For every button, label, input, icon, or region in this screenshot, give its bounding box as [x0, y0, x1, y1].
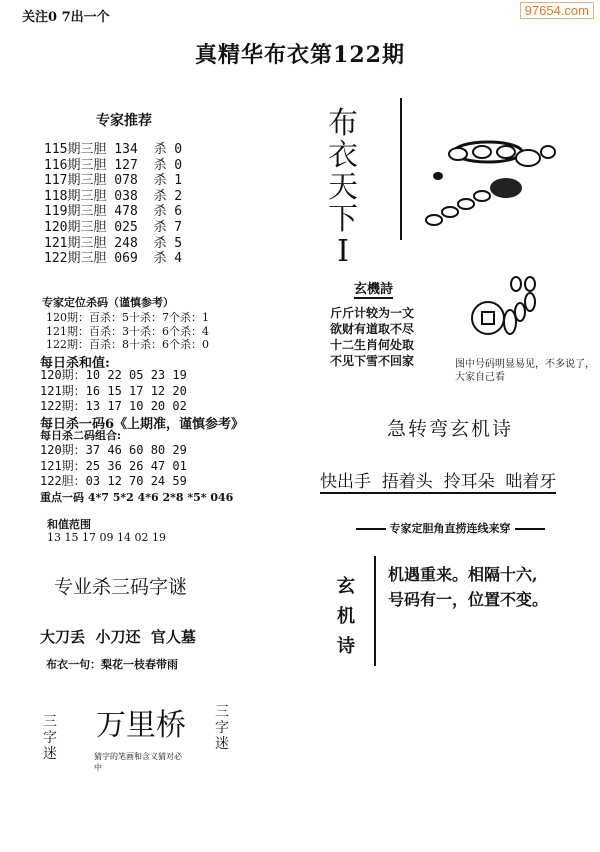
divider-banner [300, 520, 600, 536]
expert-row: 115期三胆 134 杀 0 [44, 142, 183, 157]
riddle-side-right: 三字迷 [215, 704, 229, 752]
poem-line: 斤斤计较为一文 [330, 306, 415, 320]
poem-lines [330, 305, 450, 369]
daily-sum-row: 120期：10 22 05 23 19 [40, 368, 187, 382]
riddle-center-note: 猜字的笔画和含义猜对必中 [94, 752, 182, 772]
vertical-divider [400, 98, 402, 240]
poem-line: 十二生肖何处取 [330, 338, 415, 352]
poem-line: 不见下雪不回家 [330, 354, 415, 368]
daily-sum-heading: 每日杀和值: [40, 356, 110, 371]
riddle-side-left: 三字迷 [43, 714, 57, 762]
positional-heading: 专家定位杀码（谨慎参考） [42, 296, 174, 309]
daily-two-list [40, 443, 187, 490]
xuan-line1: 机遇重来。相隔十六, [388, 565, 538, 584]
image-note: 图中号码明显易见，不多说了，大家自己看 [455, 359, 595, 383]
page-title: 真精华布衣第122期 [195, 42, 405, 68]
daily-two-row: 120期：37 46 60 80 29 [40, 443, 187, 457]
turn-poem-heading: 急转弯玄机诗 [386, 418, 513, 440]
xuan-char: 机 [337, 606, 355, 627]
poem-box [330, 278, 450, 369]
expert-heading: 专家推荐 [96, 113, 152, 129]
xuan-char: 玄 [337, 576, 355, 597]
poem-line: 欲财有道取不尽 [330, 322, 415, 336]
positional-row: 120期：百杀：5十杀：7个杀：1 [46, 311, 209, 324]
divider-dash-right [515, 528, 545, 530]
expert-list [44, 142, 182, 267]
right-vertical-title [327, 108, 359, 268]
vertical-title-char: 下 [328, 202, 358, 237]
hand-line: 快出手 捂着头 拎耳朵 咄着牙 [320, 467, 556, 494]
daily-one-heading: 每日杀一码6《上期准，谨慎参考》 [40, 417, 245, 432]
daily-sum-row: 122期：13 17 10 20 02 [40, 399, 187, 413]
daily-sum-row: 121期：16 15 17 12 20 [40, 383, 187, 398]
daily-two-row: 122胆：03 12 70 24 59 [40, 474, 187, 488]
expert-row: 120期三胆 025 杀 7 [44, 219, 183, 235]
beads-illustration [408, 126, 578, 236]
xuan-char: 诗 [337, 636, 355, 657]
poem-title: 玄機詩 [354, 278, 393, 299]
positional-row: 121期：百杀：3十杀：6个杀：4 [46, 324, 209, 338]
daily-two-row: 121期：25 36 26 47 01 [40, 458, 187, 473]
riddle-heading: 专业杀三码字谜 [54, 576, 188, 598]
sum-range-label: 和值范围 [47, 517, 91, 531]
vertical-title-char: 布 [328, 106, 358, 141]
expert-row: 122期三胆 069 杀 4 [44, 251, 183, 267]
riddle-line2: 布衣一句：梨花一枝春带雨 [46, 658, 178, 671]
riddle-center-big: 万里桥 [96, 708, 186, 743]
coin-illustration [462, 272, 542, 352]
key-code: 重点一码 4*7 5*2 4*6 2*8 *5* 046 [40, 491, 234, 504]
sum-range [40, 504, 166, 545]
xuan-divider [374, 556, 376, 666]
riddle-line1: 大刀丢 小刀还 官人墓 [40, 628, 196, 646]
expert-row: 116期三胆 127 杀 0 [44, 157, 183, 173]
daily-sum-list [40, 368, 187, 415]
vertical-title-char: 天 [328, 170, 358, 205]
expert-row: 118期三胆 038 杀 2 [44, 188, 183, 204]
sum-range-values: 13 15 17 09 14 02 19 [47, 531, 166, 544]
xuan-line2: 号码有一，位置不变。 [388, 590, 549, 609]
positional-row: 122期：百杀：8十杀：6个杀：0 [46, 338, 209, 351]
expert-row: 117期三胆 078 杀 1 [44, 173, 183, 189]
positional-list [46, 311, 209, 352]
expert-row: 121期三胆 248 杀 5 [44, 235, 183, 251]
divider-text: 专家定胆角直捞连线来穿 [389, 522, 511, 535]
vertical-title-char: 衣 [328, 138, 358, 173]
vertical-title-char: I [337, 234, 349, 269]
expert-row: 119期三胆 478 杀 6 [44, 204, 183, 220]
top-note: 关注0 7出一个 [22, 10, 110, 25]
daily-two-subheading: 每日杀二码组合: [40, 429, 122, 442]
divider-dash-left [356, 528, 386, 530]
xuan-text [388, 562, 548, 612]
xuan-vertical [336, 572, 356, 662]
watermark-link[interactable]: 97654.com [520, 2, 594, 19]
